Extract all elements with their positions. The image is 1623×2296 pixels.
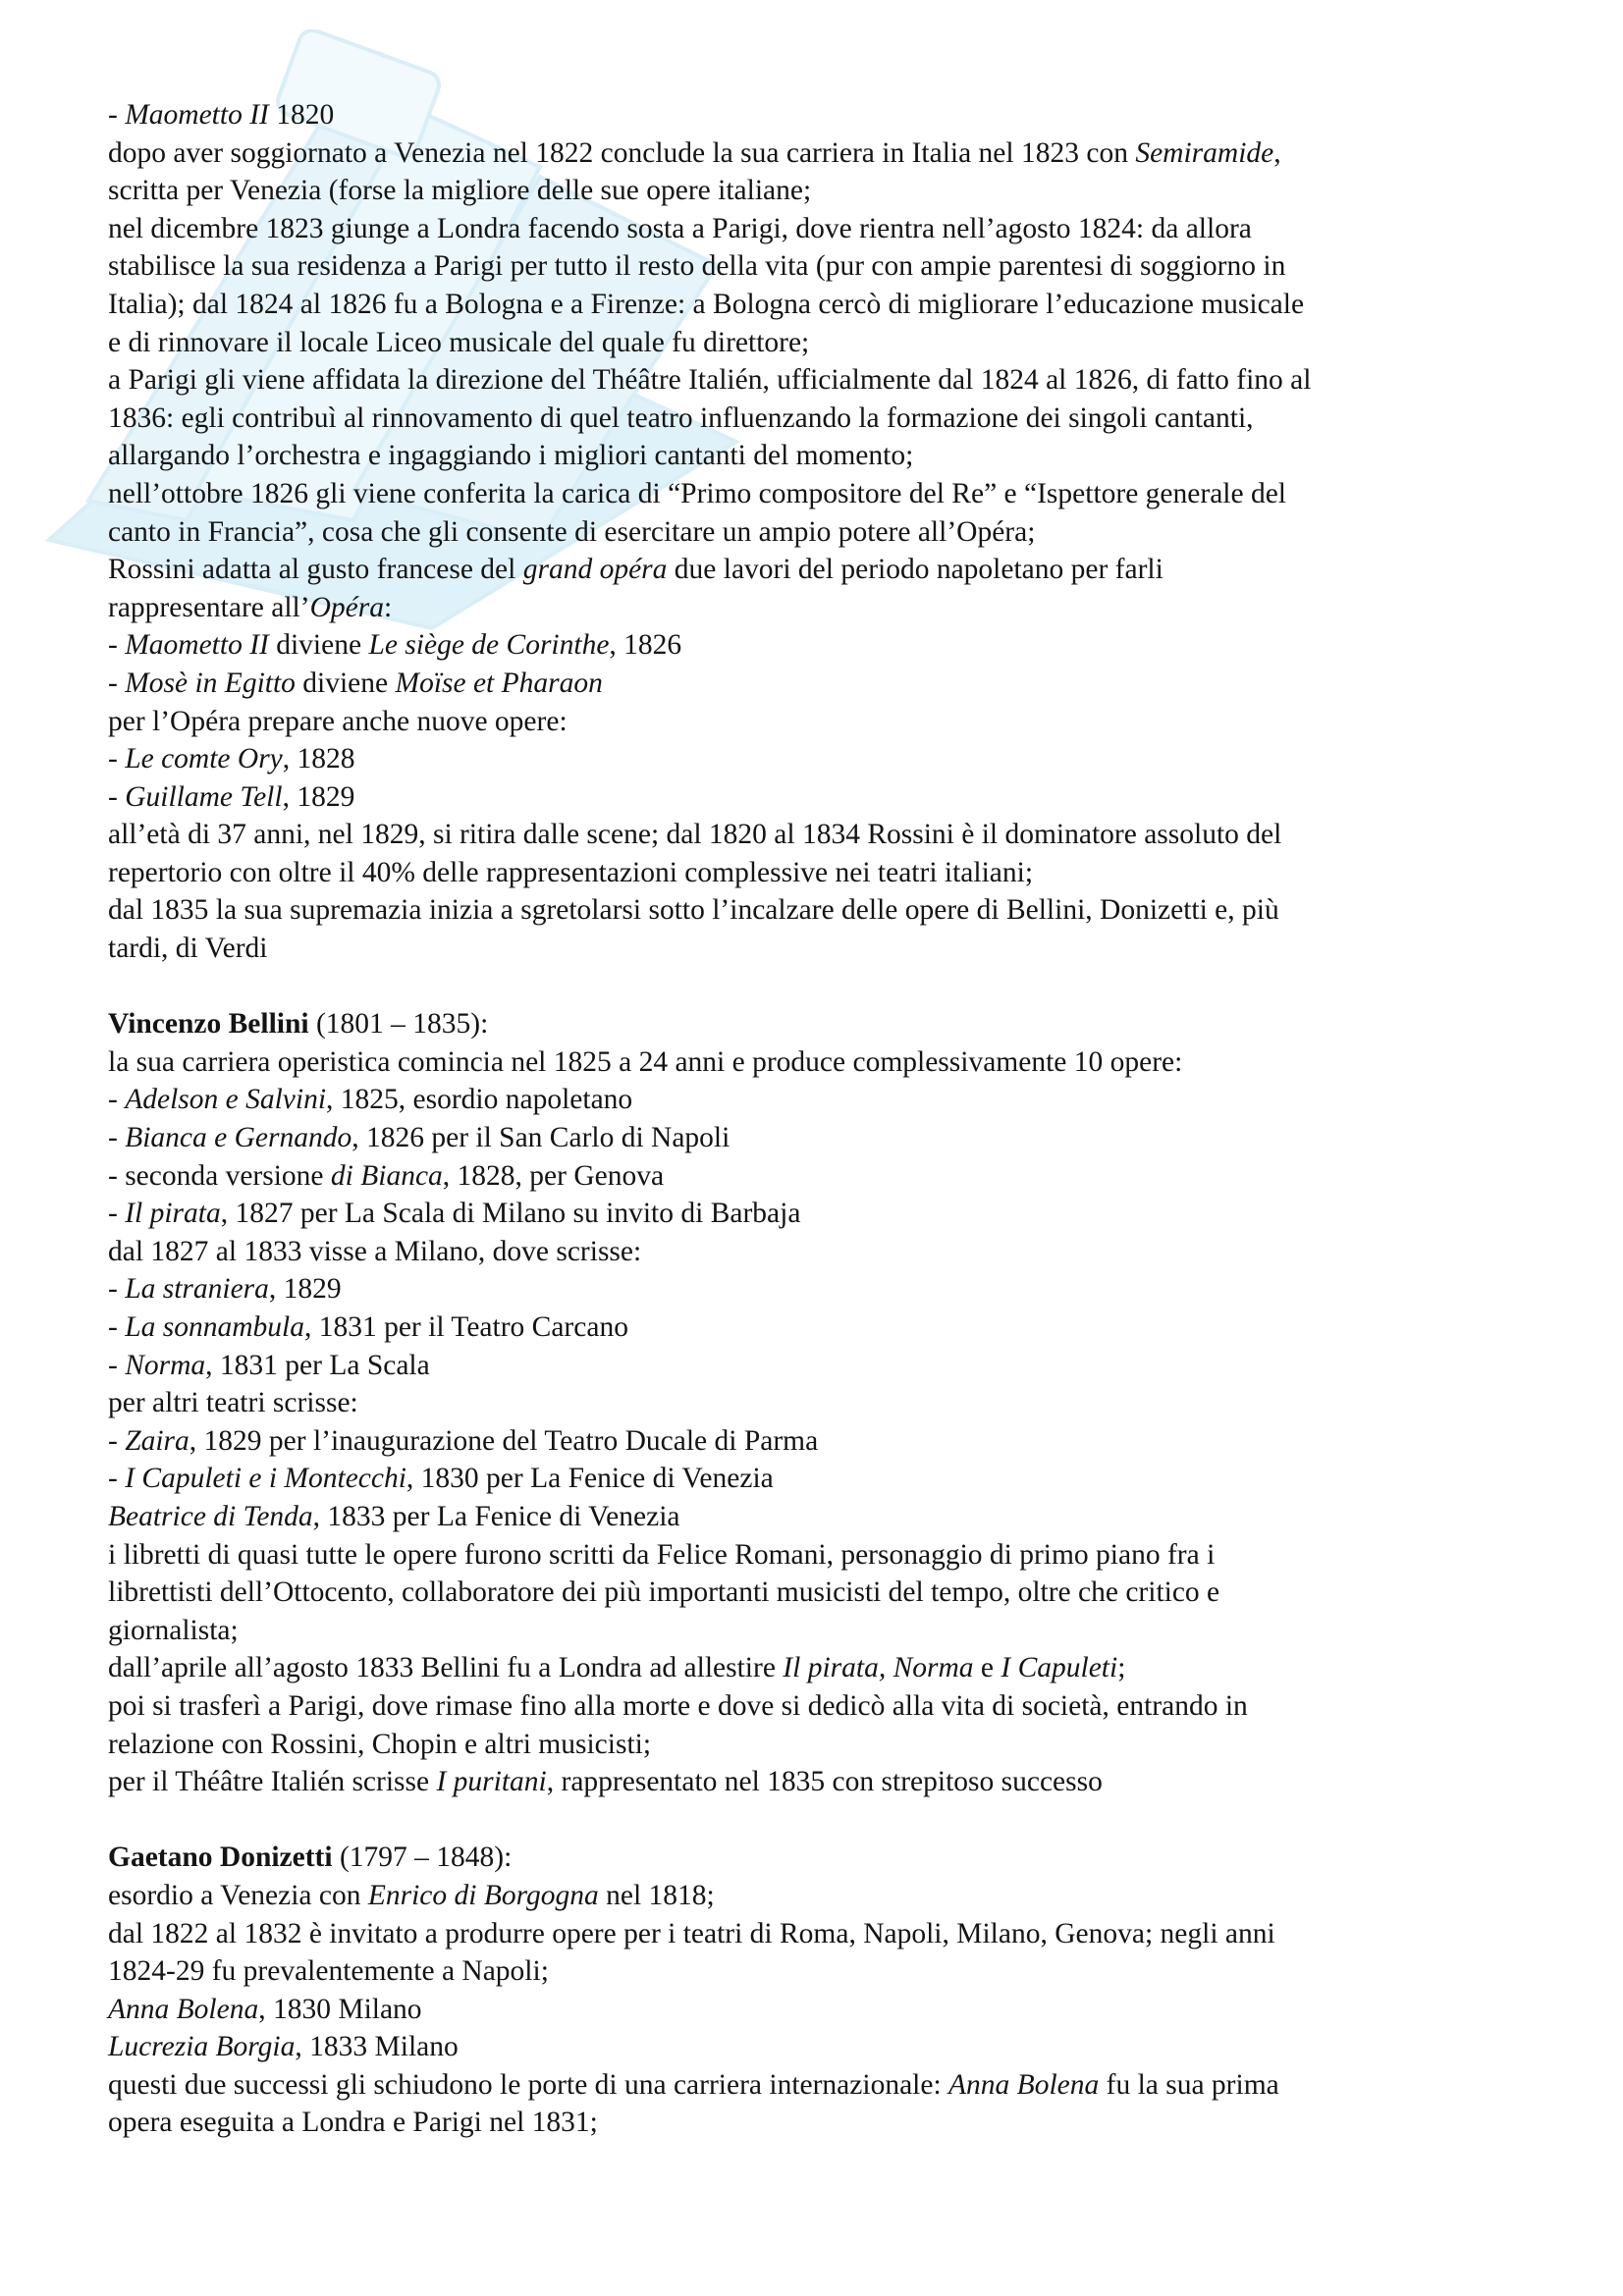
text-line [108, 740, 1522, 778]
text-line [108, 1119, 1522, 1157]
text-segment: , 1831 per La Scala [205, 1349, 430, 1381]
text-line [108, 172, 1522, 210]
text-segment: poi si trasferì a Parigi, dove rimase fino alla morte e dove si dedicò alla vita di società, entrando in [108, 1689, 1248, 1722]
text-line [108, 96, 1522, 134]
text-line [108, 210, 1522, 248]
text-line [108, 1877, 1522, 1915]
text-line [108, 1763, 1522, 1801]
text-segment: i libretti di quasi tutte le opere furono scritti da Felice Romani, personaggio di primo piano fra i [108, 1538, 1216, 1571]
text-segment: , 1827 per La Scala di Milano su invito di Barbaja [220, 1198, 801, 1230]
text-line [108, 1347, 1522, 1385]
text-segment: - [108, 1198, 126, 1230]
text-segment: - [108, 1463, 126, 1495]
text-segment: stabilisce la sua residenza a Parigi per tutto il resto della vita (pur con ampie parentesi di soggiorno in [108, 250, 1286, 283]
text-line [108, 891, 1522, 930]
text-segment: Enrico di Borgogna [367, 1879, 599, 1911]
text-segment: nell’ottobre 1826 gli viene conferita la carica di “Primo compositore del Re” e “Ispettore generale del [108, 477, 1286, 509]
text-segment: Adelson e Salvini [125, 1084, 327, 1116]
text-segment: Zaira [125, 1424, 189, 1457]
text-segment: - [108, 1122, 126, 1154]
text-line [108, 1839, 1522, 1877]
text-segment: due lavori del periodo napoletano per farli [667, 554, 1163, 586]
text-segment: , 1833 per La Fenice di Venezia [312, 1500, 680, 1532]
text-segment: Le siège de Corinthe [368, 629, 610, 662]
text-segment: I Capuleti [1001, 1652, 1118, 1684]
text-segment: Guillame Tell [125, 780, 283, 813]
text-segment: I Capuleti e i Montecchi [125, 1463, 406, 1495]
text-line [108, 778, 1522, 817]
text-segment: - [108, 1349, 126, 1381]
text-segment: , 1830 Milano [258, 1993, 422, 2025]
text-line [108, 1081, 1522, 1119]
text-line [108, 1422, 1522, 1461]
text-segment: (1801 – 1835): [308, 1008, 489, 1041]
text-segment: Maometto II [125, 629, 269, 662]
text-line [108, 703, 1522, 741]
text-segment: Bianca e Gernando [125, 1122, 352, 1154]
text-segment: Beatrice di Tenda [108, 1500, 313, 1532]
text-segment: - [108, 667, 126, 699]
text-segment: canto in Francia”, cosa che gli consente di esercitare un ampio potere all’Opéra; [108, 515, 1036, 548]
text-segment: Italia); dal 1824 al 1826 fu a Bologna e a Firenze: a Bologna cercò di migliorare l’educazione musicale [108, 288, 1305, 320]
text-segment: , 1828, per Genova [442, 1159, 665, 1192]
text-segment: , 1826 per il San Carlo di Napoli [352, 1122, 730, 1154]
text-line [108, 1308, 1522, 1347]
text-segment: La sonnambula [125, 1311, 304, 1343]
text-segment: - [108, 629, 126, 662]
text-segment: dal 1822 al 1832 è invitato a produrre opere per i teatri di Roma, Napoli, Milano, Genova; negli anni [108, 1917, 1275, 1949]
text-segment: - [108, 1084, 126, 1116]
text-line [108, 1574, 1522, 1612]
text-segment: la sua carriera operistica comincia nel 1825 a 24 anni e produce complessivamente 10 opere: [108, 1045, 1183, 1078]
text-segment: - [108, 99, 126, 131]
text-line [108, 400, 1522, 438]
text-line [108, 2028, 1522, 2066]
text-segment: , 1825, esordio napoletano [326, 1084, 633, 1116]
text-segment: per altri teatri scrisse: [108, 1387, 358, 1419]
text-line [108, 930, 1522, 968]
text-line [108, 1687, 1522, 1726]
text-segment: questi due successi gli schiudono le porte di una carriera internazionale: [108, 2068, 949, 2101]
text-line [108, 1005, 1522, 1043]
text-line [108, 1915, 1522, 1953]
text-segment: di Bianca [330, 1159, 443, 1192]
text-line [108, 665, 1522, 703]
text-line [108, 1384, 1522, 1422]
text-segment: , 1830 per La Fenice di Venezia [406, 1463, 774, 1495]
text-line [108, 1536, 1522, 1575]
text-segment: I puritani [436, 1766, 547, 1798]
text-segment: , 1829 per l’inaugurazione del Teatro Ducale di Parma [189, 1424, 819, 1457]
text-segment: Rossini adatta al gusto francese del [108, 554, 523, 586]
text-line [108, 551, 1522, 589]
text-segment: nel 1818; [598, 1879, 715, 1911]
text-segment: Moïse et Pharaon [395, 667, 603, 699]
text-segment: ; [1117, 1652, 1126, 1684]
text-segment: - [108, 743, 126, 775]
text-segment: , rappresentato nel 1835 con strepitoso successo [546, 1766, 1103, 1798]
text-segment: Semiramide [1135, 136, 1274, 169]
text-line [108, 513, 1522, 552]
text-segment: a Parigi gli viene affidata la direzione del Théâtre Italién, ufficialmente dal 1824 al 1826, di fatto fino al [108, 364, 1312, 397]
text-segment: relazione con Rossini, Chopin e altri musicisti; [108, 1728, 652, 1760]
text-segment: diviene [295, 667, 396, 699]
text-line [108, 1233, 1522, 1271]
text-segment: per il Théâtre Italién scrisse [108, 1766, 437, 1798]
text-segment: dal 1827 al 1833 visse a Milano, dove scrisse: [108, 1235, 642, 1267]
text-segment: 1820 [268, 99, 335, 131]
text-segment: 1824-29 fu prevalentemente a Napoli; [108, 1955, 549, 1988]
text-segment: 1836: egli contribuì al rinnovamento di quel teatro influenzando la formazione dei singoli cantanti, [108, 401, 1254, 434]
text-segment: nel dicembre 1823 giunge a Londra facendo sosta a Parigi, dove rientra nell’agosto 1824: da allora [108, 212, 1252, 244]
blank-line [108, 968, 1522, 1006]
text-line [108, 324, 1522, 362]
text-segment: , 1829 [282, 780, 355, 813]
text-segment: Lucrezia Borgia [108, 2031, 296, 2063]
text-line [108, 2066, 1522, 2105]
text-line [108, 1043, 1522, 1082]
text-segment: tardi, di Verdi [108, 933, 268, 965]
text-line [108, 1726, 1522, 1764]
text-line [108, 286, 1522, 324]
text-line [108, 361, 1522, 400]
text-segment: diviene [268, 629, 369, 662]
text-segment: allargando l’orchestra e ingaggiando i migliori cantanti del momento; [108, 440, 914, 472]
text-segment: librettisti dell’Ottocento, collaboratore dei più importanti musicisti del tempo, oltre che critico e [108, 1576, 1220, 1609]
text-line [108, 626, 1522, 665]
text-segment: , 1831 per il Teatro Carcano [303, 1311, 628, 1343]
text-line [108, 437, 1522, 475]
text-segment: grand opéra [522, 554, 668, 586]
text-segment: Mosè in Egitto [125, 667, 296, 699]
text-segment: Vincenzo Bellini [108, 1008, 309, 1041]
text-segment: Opéra [309, 591, 384, 623]
text-segment: , 1826 [609, 629, 682, 662]
text-segment: giornalista; [108, 1614, 239, 1646]
text-line [108, 1612, 1522, 1650]
text-segment: dopo aver soggiornato a Venezia nel 1822 conclude la sua carriera in Italia nel 1823 con [108, 136, 1136, 169]
text-segment: La straniera [125, 1273, 269, 1306]
text-line [108, 247, 1522, 286]
text-segment: opera eseguita a Londra e Parigi nel 1831; [108, 2107, 598, 2139]
text-segment: e di rinnovare il locale Liceo musicale del quale fu direttore; [108, 326, 810, 358]
text-segment: - [108, 780, 126, 813]
text-line [108, 1157, 1522, 1196]
text-line [108, 1649, 1522, 1687]
text-segment: Norma [125, 1349, 206, 1381]
text-segment: per l’Opéra prepare anche nuove opere: [108, 705, 568, 737]
text-segment: scritta per Venezia (forse la migliore delle sue opere italiane; [108, 175, 812, 207]
text-segment: , [1273, 136, 1281, 169]
text-segment: (1797 – 1848): [332, 1842, 513, 1874]
text-line [108, 1498, 1522, 1536]
text-line [108, 475, 1522, 513]
text-segment: all’età di 37 anni, nel 1829, si ritira dalle scene; dal 1820 al 1834 Rossini è il dominatore assoluto del [108, 819, 1282, 851]
text-segment: Maometto II [125, 99, 269, 131]
text-segment: fu la sua prima [1099, 2068, 1279, 2101]
text-segment: , 1828 [282, 743, 355, 775]
text-line [108, 134, 1522, 173]
text-segment: e [973, 1652, 1001, 1684]
text-segment: Il pirata [125, 1198, 221, 1230]
text-line [108, 1195, 1522, 1233]
text-segment: dall’aprile all’agosto 1833 Bellini fu a Londra ad allestire [108, 1652, 784, 1684]
text-segment: Gaetano Donizetti [108, 1842, 333, 1874]
text-segment: - seconda versione [108, 1159, 331, 1192]
text-line [108, 1952, 1522, 1991]
text-segment: , 1833 Milano [295, 2031, 459, 2063]
text-segment: Anna Bolena [108, 1993, 259, 2025]
text-segment: Il pirata, Norma [783, 1652, 974, 1684]
document-page [108, 96, 1522, 2142]
text-line [108, 816, 1522, 854]
text-line [108, 854, 1522, 892]
text-segment: , 1829 [268, 1273, 342, 1306]
text-segment: - [108, 1273, 126, 1306]
text-segment: dal 1835 la sua supremazia inizia a sgretolarsi sotto l’incalzare delle opere di Bellini, Donizetti e, più [108, 894, 1279, 927]
blank-line [108, 1801, 1522, 1840]
text-segment: rappresentare all’ [108, 591, 310, 623]
text-line [108, 1991, 1522, 2029]
text-segment: Le comte Ory [125, 743, 283, 775]
text-line [108, 1460, 1522, 1498]
text-line [108, 589, 1522, 627]
text-segment: : [383, 591, 393, 623]
text-segment: esordio a Venezia con [108, 1879, 368, 1911]
text-line [108, 1270, 1522, 1308]
text-line [108, 2104, 1522, 2142]
text-segment: repertorio con oltre il 40% delle rappresentazioni complessive nei teatri italiani; [108, 856, 1034, 888]
text-segment: Anna Bolena [948, 2068, 1100, 2101]
text-segment: - [108, 1424, 126, 1457]
text-segment: - [108, 1311, 126, 1343]
